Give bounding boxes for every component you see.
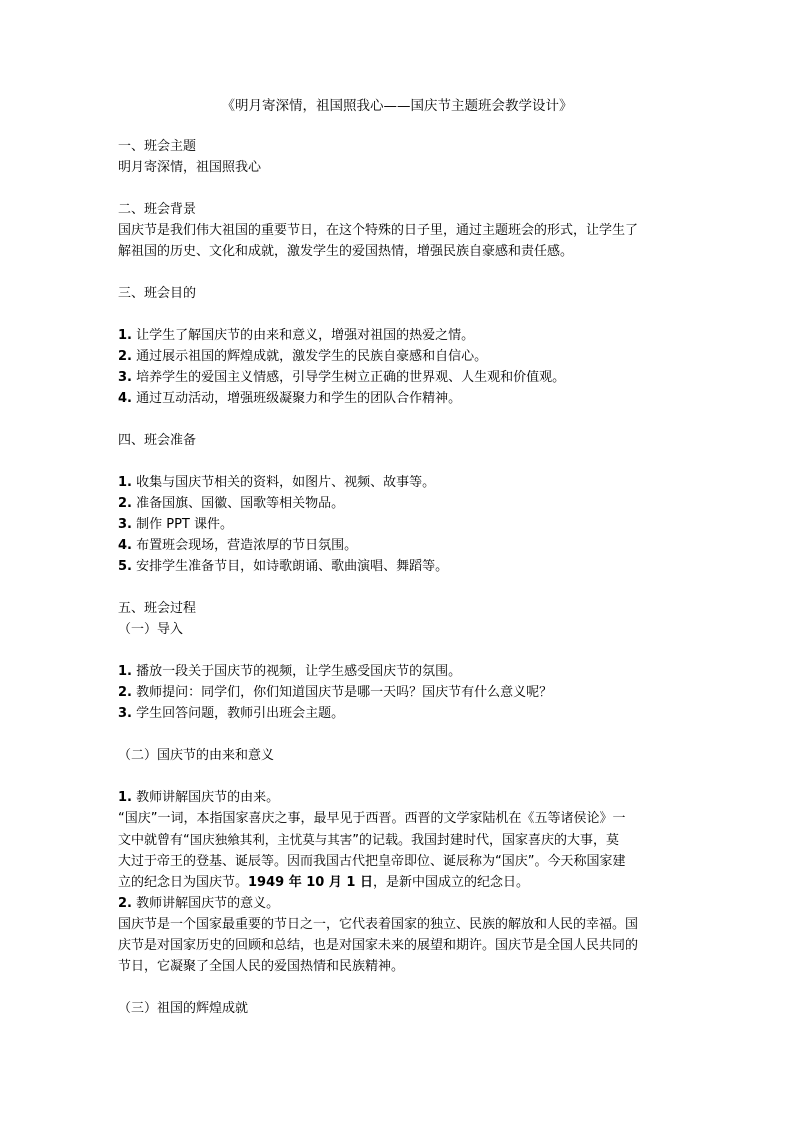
list-text: 教师讲解国庆节的由来。 <box>131 790 280 805</box>
document-title: 《明月寄深情，祖国照我心——国庆节主题班会教学设计》 <box>221 98 573 114</box>
list-number: 3. <box>118 370 132 385</box>
section-heading-purpose: 三、班会目的 <box>118 286 197 301</box>
list-text: 培养学生的爱国主义情感，引导学生树立正确的世界观、人生观和价值观。 <box>131 370 566 385</box>
origin-text: 文中就曾有“ <box>118 833 190 848</box>
list-item <box>118 787 678 808</box>
list-item <box>118 493 678 514</box>
meaning-line: 庆节是对国家历史的回顾和总结，也是对国家未来的展望和期许。国庆节是全国人民共同的 <box>118 938 639 953</box>
origin-text: ，是新中国成立的纪念日。 <box>372 875 529 890</box>
background-line: 解祖国的历史、文化和成就，激发学生的爱国热情，增强民族自豪感和责任感。 <box>118 244 574 259</box>
subsection-heading-intro: （一）导入 <box>118 622 184 637</box>
list-number: 4. <box>118 538 132 553</box>
subsection-heading-achievements: （三）祖国的辉煌成就 <box>118 1001 249 1016</box>
list-item <box>118 682 678 703</box>
list-number: 2. <box>118 496 132 511</box>
list-item <box>118 556 678 577</box>
subsection-heading-origin: （二）国庆节的由来和意义 <box>118 748 275 763</box>
list-text: 准备国旗、国徽、国歌等相关物品。 <box>131 496 345 511</box>
list-text: 通过展示祖国的辉煌成就，激发学生的民族自豪感和自信心。 <box>131 349 488 364</box>
list-text: 让学生了解国庆节的由来和意义，增强对祖国的热爱之情。 <box>131 328 475 343</box>
list-text: 布置班会现场，营造浓厚的节日氛围。 <box>131 538 358 553</box>
list-item <box>118 388 678 409</box>
list-number: 1. <box>118 328 132 343</box>
theme-text: 明月寄深情，祖国照我心 <box>118 160 262 175</box>
list-text: 播放一段关于国庆节的视频，让学生感受国庆节的氛围。 <box>131 664 462 679</box>
list-item <box>118 346 678 367</box>
classical-quote: 国庆独飨其利，主忧莫与其害 <box>189 832 353 847</box>
list-text: 安排学生准备节目，如诗歌朗诵、歌曲演唱、舞蹈等。 <box>131 559 449 574</box>
list-text: 收集与国庆节相关的资料，如图片、视频、故事等。 <box>131 475 436 490</box>
document-body <box>118 136 678 1019</box>
list-number: 3. <box>118 517 132 532</box>
list-item <box>118 472 678 493</box>
list-item <box>118 367 678 388</box>
list-text: 教师讲解国庆节的意义。 <box>131 896 280 911</box>
section-heading-background: 二、班会背景 <box>118 202 197 217</box>
founding-date: 1949 年 10 月 1 日 <box>248 875 373 890</box>
list-item <box>118 514 678 535</box>
background-line: 国庆节是我们伟大祖国的重要节日，在这个特殊的日子里，通过主题班会的形式，让学生了 <box>118 223 639 238</box>
list-text: 教师提问：同学们，你们知道国庆节是哪一天吗？国庆节有什么意义呢？ <box>131 685 553 700</box>
section-heading-theme: 一、班会主题 <box>118 139 197 154</box>
list-number: 1. <box>118 475 132 490</box>
section-heading-preparation: 四、班会准备 <box>118 433 197 448</box>
list-item <box>118 893 678 914</box>
list-item <box>118 661 678 682</box>
list-number: 5. <box>118 559 132 574</box>
origin-text: 立的纪念日为国庆节。 <box>118 875 249 890</box>
list-number: 1. <box>118 664 132 679</box>
list-number: 4. <box>118 391 132 406</box>
origin-line <box>118 829 678 851</box>
list-number: 1. <box>118 790 132 805</box>
list-text: 通过互动活动，增强班级凝聚力和学生的团队合作精神。 <box>131 391 462 406</box>
meaning-line: 节日，它凝聚了全国人民的爱国热情和民族精神。 <box>118 959 405 974</box>
origin-text: ”的记载。我国封建时代，国家喜庆的大事，莫 <box>352 833 620 848</box>
section-heading-process: 五、班会过程 <box>118 601 197 616</box>
list-item <box>118 535 678 556</box>
list-item <box>118 325 678 346</box>
list-text: 制作 PPT 课件。 <box>131 517 234 532</box>
list-number: 2. <box>118 349 132 364</box>
origin-line: “国庆”一词，本指国家喜庆之事，最早见于西晋。西晋的文学家陆机在《五等诸侯论》一 <box>118 811 626 826</box>
list-item <box>118 703 678 724</box>
origin-line <box>118 872 678 893</box>
origin-line: 大过于帝王的登基、诞辰等。因而我国古代把皇帝即位、诞辰称为“国庆”。今天称国家建 <box>118 854 626 869</box>
list-number: 3. <box>118 706 132 721</box>
list-number: 2. <box>118 685 132 700</box>
meaning-line: 国庆节是一个国家最重要的节日之一，它代表着国家的独立、民族的解放和人民的幸福。国 <box>118 917 639 932</box>
list-text: 学生回答问题，教师引出班会主题。 <box>131 706 345 721</box>
list-number: 2. <box>118 896 132 911</box>
